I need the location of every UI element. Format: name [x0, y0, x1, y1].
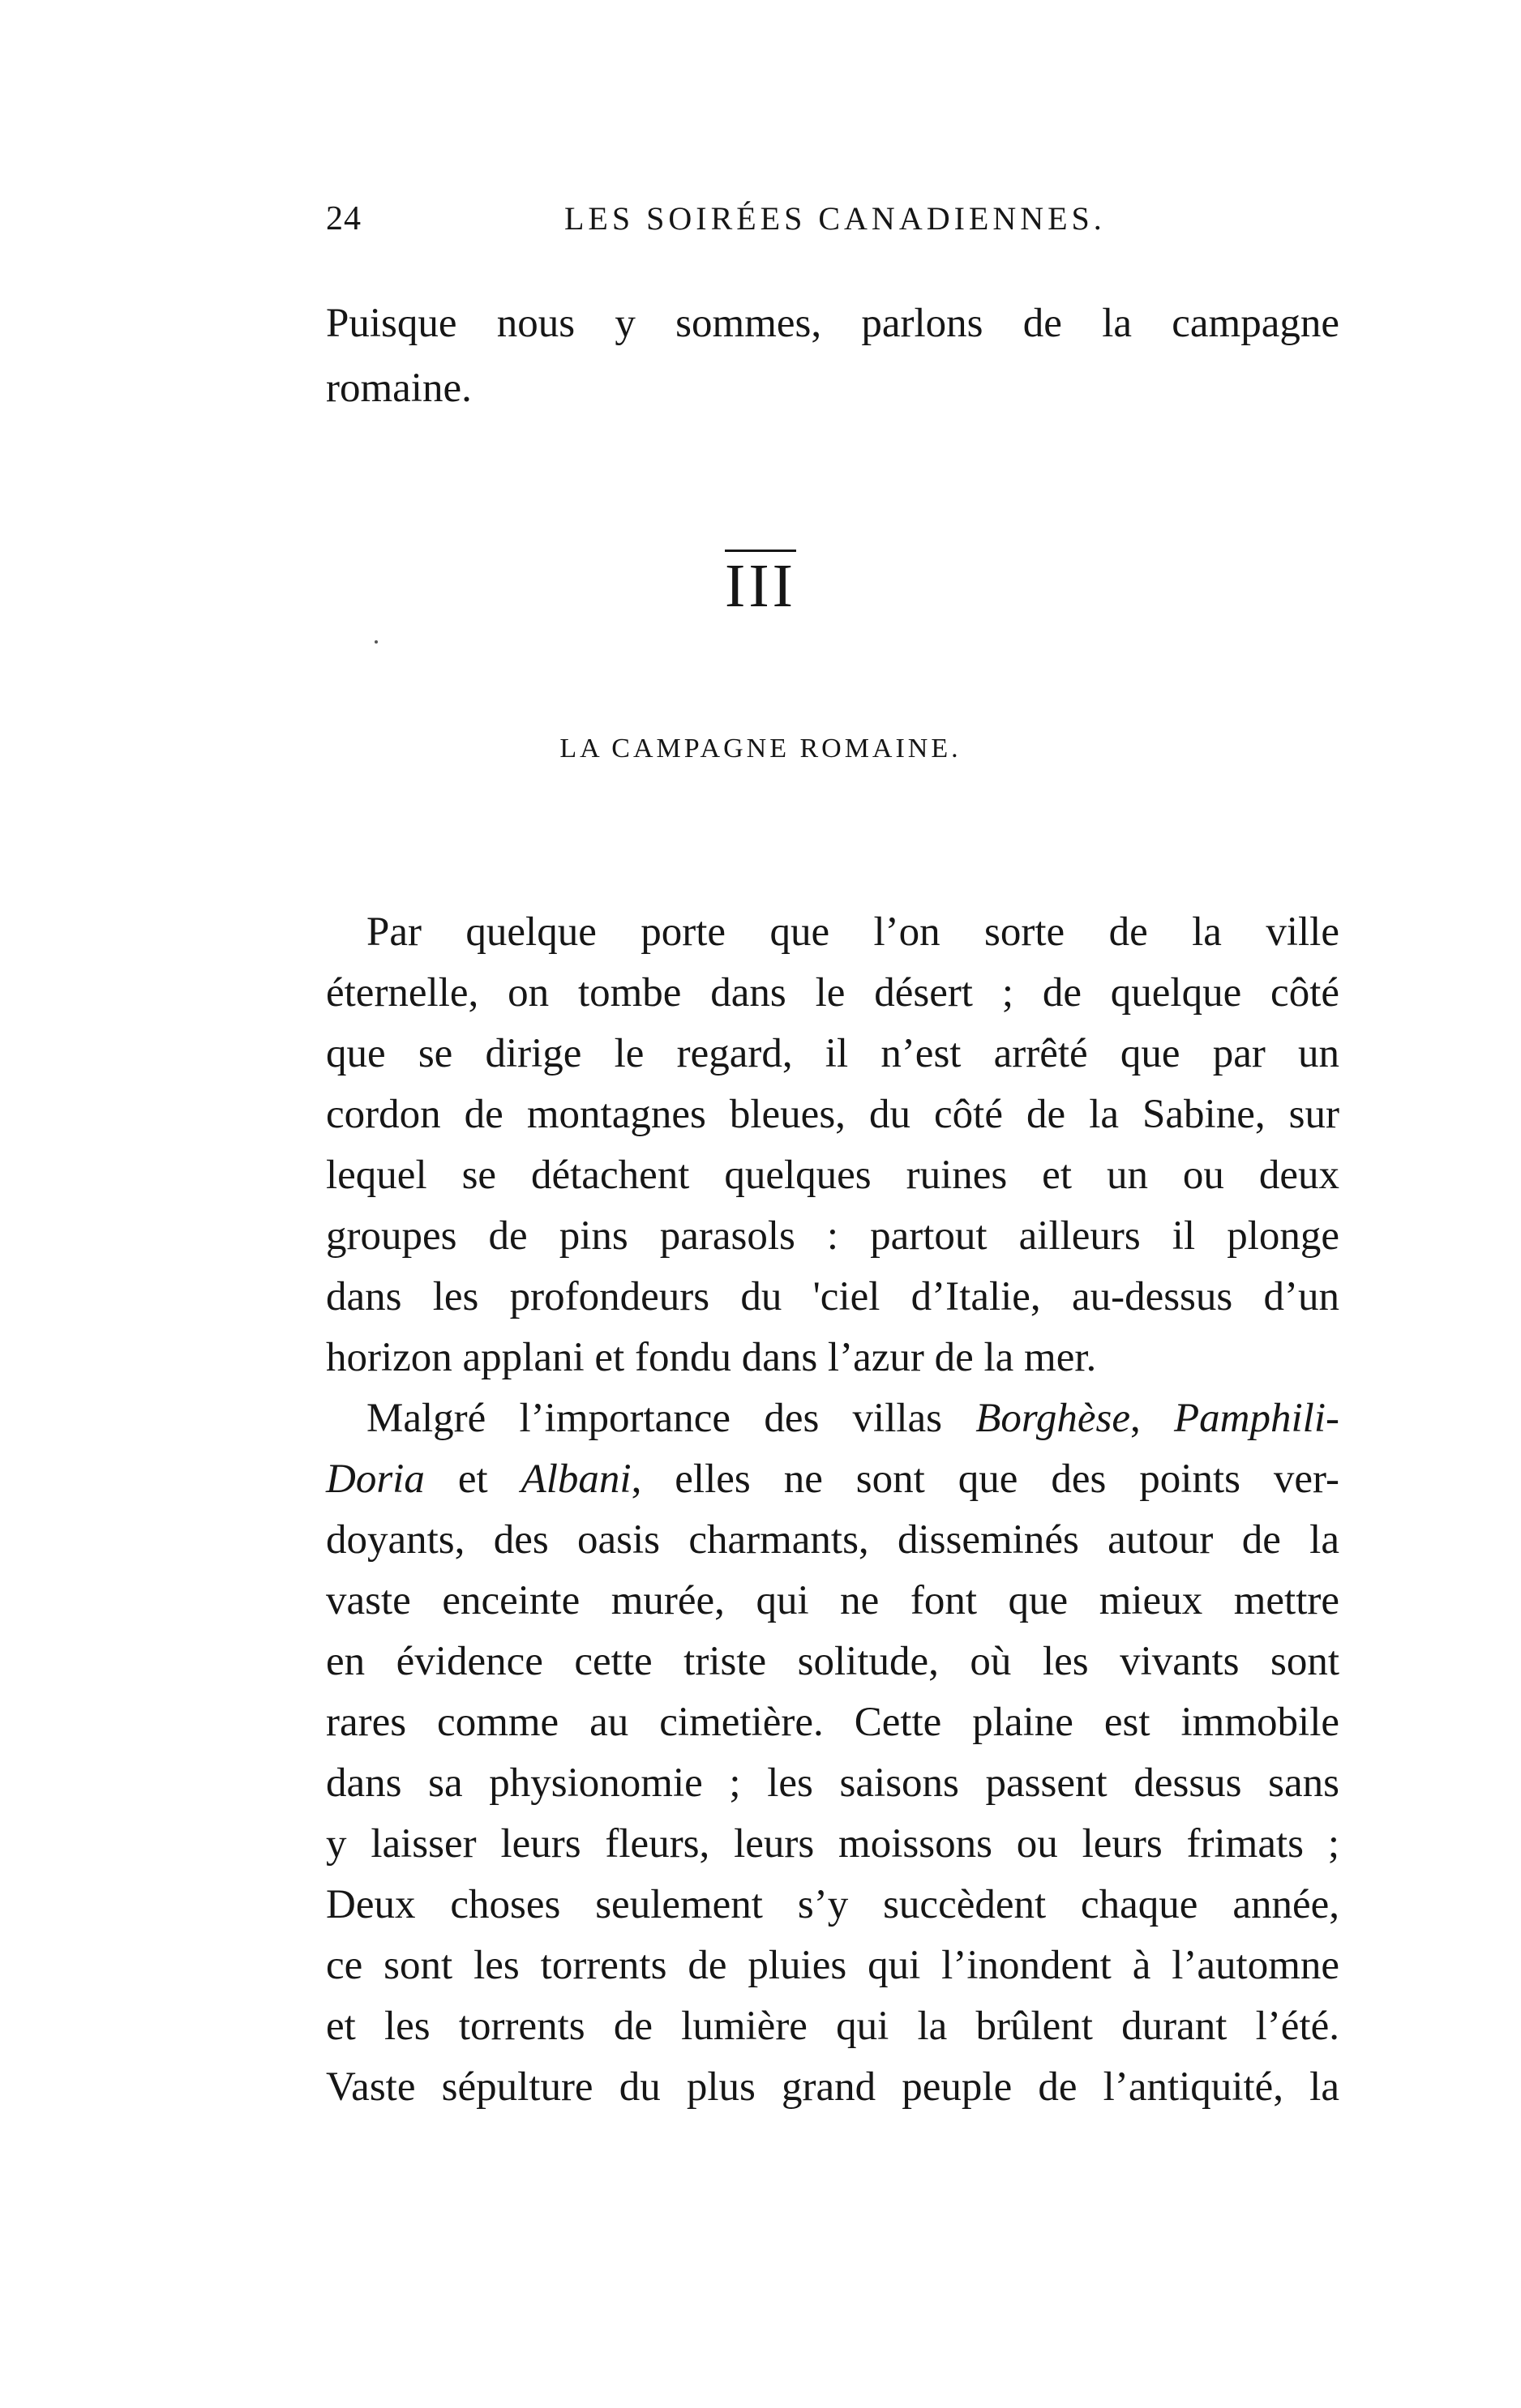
- paragraph-1-line: groupes de pins parasols : partout ailleurs il plonge: [326, 1213, 1339, 1259]
- running-title: LES SOIRÉES CANADIENNES.: [564, 200, 1106, 237]
- paragraph-2-line: Deux choses seulement s’y succèdent chaque année,: [326, 1882, 1339, 1927]
- villa-name: Borghèse: [975, 1396, 1131, 1441]
- paragraph-2-text: et: [424, 1456, 521, 1502]
- paragraph-2-line: [326, 1451, 1339, 1508]
- text-line: Puisque nous y sommes, parlons de la campagne: [326, 301, 1339, 346]
- page-number: 24: [326, 200, 362, 237]
- paragraph-2-text: Malgré l’importance des villas: [366, 1396, 976, 1441]
- chapter-number: $\overline{III}$: [725, 552, 796, 620]
- paragraph-2-line: rares comme au cimetière. Cette plaine est immobile: [326, 1700, 1339, 1745]
- paragraph-2-line: dans sa physionomie ; les saisons passent dessus sans: [326, 1760, 1339, 1806]
- paragraph-1-line: horizon applani et fondu dans l’azur de la mer.: [326, 1335, 1097, 1380]
- paragraph-2-line: Vaste sépulture du plus grand peuple de l’antiquité, la: [326, 2064, 1339, 2110]
- paragraph-1-line: Par quelque porte que l’on sorte de la ville: [366, 909, 1339, 955]
- chapter-title: LA CAMPAGNE ROMAINE.: [559, 734, 962, 763]
- paragraph-1-line: cordon de montagnes bleues, du côté de la Sabine, sur: [326, 1092, 1339, 1137]
- villa-name: Doria: [326, 1456, 425, 1502]
- text-line: romaine.: [326, 366, 472, 411]
- paragraph-2-text: , elles ne sont que des points ver-: [631, 1456, 1339, 1502]
- stray-mark: [375, 640, 378, 644]
- paragraph-2-line: doyants, des oasis charmants, disseminés autour de la: [326, 1517, 1339, 1563]
- paragraph-1-line: que se dirige le regard, il n’est arrêté que par un: [326, 1031, 1339, 1076]
- paragraph-2-line: et les torrents de lumière qui la brûlent durant l’été.: [326, 2004, 1339, 2049]
- paragraph-2-line: y laisser leurs fleurs, leurs moissons ou leurs frimats ;: [326, 1821, 1339, 1867]
- paragraph-2-line: ce sont les torrents de pluies qui l’inondent à l’automne: [326, 1943, 1339, 1988]
- paragraph-2-line: vaste enceinte murée, qui ne font que mieux mettre: [326, 1578, 1339, 1623]
- paragraph-2-line: en évidence cette triste solitude, où les vivants sont: [326, 1639, 1339, 1684]
- paragraph-2-text: ,: [1130, 1396, 1175, 1441]
- paragraph-1-line: dans les profondeurs du 'ciel d’Italie, au-dessus d’un: [326, 1274, 1339, 1319]
- paragraph-1-line: éternelle, on tombe dans le désert ; de quelque côté: [326, 970, 1339, 1016]
- villa-name: Pamphili-: [1174, 1396, 1339, 1441]
- paragraph-1-line: lequel se détachent quelques ruines et un ou deux: [326, 1153, 1339, 1198]
- running-head: [326, 199, 1351, 248]
- villa-name: Albani: [521, 1456, 632, 1502]
- paragraph-2-line: [366, 1390, 1339, 1447]
